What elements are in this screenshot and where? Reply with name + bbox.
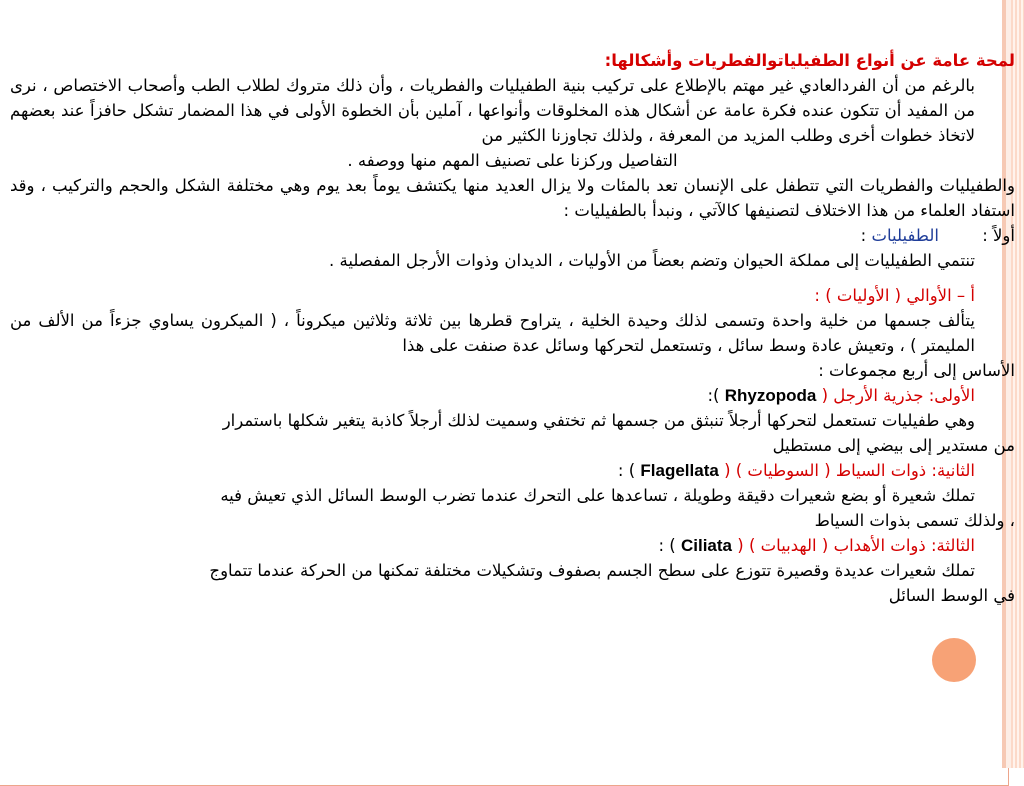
group-ciliata-text-end: في الوسط السائل: [888, 586, 1015, 605]
latin-name: Flagellata: [640, 461, 719, 480]
group-ciliata-heading: [10, 533, 1015, 558]
protozoa-heading: أ – الأوالي ( الأوليات ) :: [814, 286, 975, 305]
slide-content: [10, 48, 1015, 608]
first-section-heading: [10, 223, 1015, 248]
page-title: لمحة عامة عن أنواع الطفيلياتوالفطريات وأشكالها:: [604, 51, 1015, 70]
first-label: أولاً :: [982, 226, 1015, 245]
second-paragraph: والطفيليات والفطريات التي تتطفل على الإنسان تعد بالمئات ولا يزال العديد منها يكتشف يوماً بعد يوم وهي مختلفة الشكل والحجم والتركيب ، وقد استفاد العلماء من هذا الاختلاف لتصنيفها كالآتي ، ونبدأ بالطفيليات :: [10, 176, 1015, 220]
latin-name: Ciliata: [680, 536, 733, 555]
heading-close: ) :: [658, 536, 676, 555]
group-heading-text: الثالثة: ذوات الأهداب ( الهدبيات ) (: [737, 536, 975, 555]
intro-paragraph-end: التفاصيل وركزنا على تصنيف المهم منها ووصفه .: [347, 151, 678, 170]
decorative-circle: [932, 638, 976, 682]
first-section-text: تنتمي الطفيليات إلى مملكة الحيوان وتضم بعضاً من الأوليات ، الديدان وذوات الأرجل المفصلية .: [329, 251, 975, 270]
group-rhyzopoda-heading: [10, 383, 1015, 408]
protozoa-text-end: الأساس إلى أربع مجموعات :: [818, 361, 1015, 380]
protozoa-text: يتألف جسمها من خلية واحدة وتسمى لذلك وحيدة الخلية ، يتراوح قطرها بين ثلاثة وثلاثين ميكروناً ، ( الميكرون يساوي جزءاً من الألف من المليمتر ) ، وتعيش عادة وسط سائل ، وتستعمل لتحركها وسائل عدة صنفت على هذا: [10, 311, 975, 355]
group-ciliata-text: تملك شعيرات عديدة وقصيرة تتوزع على سطح الجسم بصفوف وتشكيلات مختلفة تمكنها من الحركة عندما تتماوج: [209, 561, 975, 580]
parasites-label: الطفيليات: [871, 226, 939, 245]
group-flagellata-heading: [10, 458, 1015, 483]
colon: :: [860, 226, 867, 245]
group-heading-text: الأولى: جذرية الأرجل (: [821, 386, 975, 405]
group-heading-text: الثانية: ذوات السياط ( السوطيات ) (: [724, 461, 975, 480]
heading-close: ):: [707, 386, 720, 405]
intro-paragraph: بالرغم من أن الفردالعادي غير مهتم بالإطلاع على تركيب بنية الطفيليات والفطريات ، وأن ذلك متروك لطلاب الطب وأصحاب الاختصاص ، نرى من المفيد أن تتكون عنده فكرة عامة عن أشكال هذه المخلوقات وأنواعها ، آملين بأن الخطوة الأولى في هذا المضمار تشكل حافزاً عند بعضهم لاتخاذ خطوات أخرى وطلب المزيد من المعرفة ، ولذلك تجاوزنا الكثير من: [10, 76, 975, 145]
group-rhyzopoda-text-end: من مستدير إلى بيضي إلى مستطيل: [772, 436, 1015, 455]
group-rhyzopoda-text: وهي طفيليات تستعمل لتحركها أرجلاً تنبثق من جسمها ثم تختفي وسميت لذلك أرجلاً كاذبة يتغير شكلها باستمرار: [222, 411, 975, 430]
group-flagellata-text: تملك شعيرة أو بضع شعيرات دقيقة وطويلة ، تساعدها على التحرك عندما تضرب الوسط السائل الذي تعيش فيه: [220, 486, 975, 505]
latin-name: Rhyzopoda: [724, 386, 817, 405]
heading-close: ) :: [617, 461, 636, 480]
group-flagellata-text-end: ، ولذلك تسمى بذوات السياط: [814, 511, 1015, 530]
